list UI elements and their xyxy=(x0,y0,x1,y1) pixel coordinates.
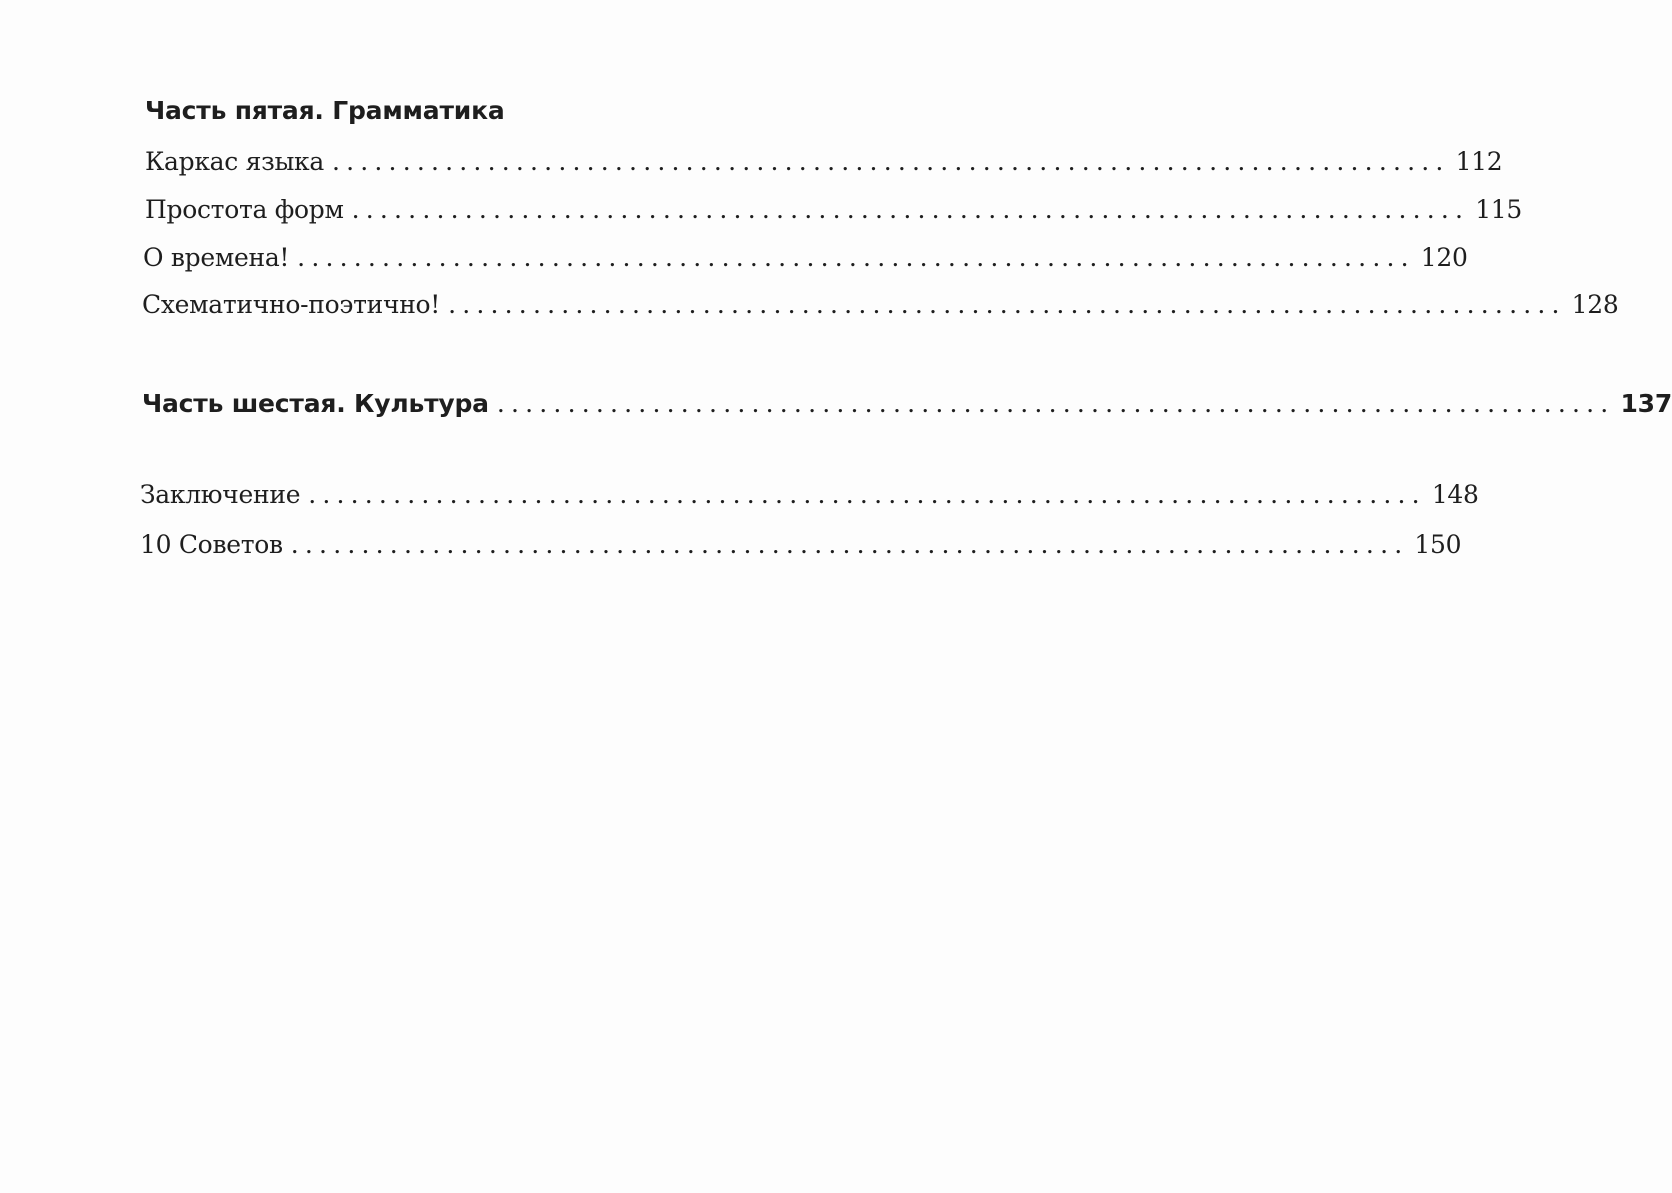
dot-leader: ............................................................................... xyxy=(496,389,1615,418)
toc-entry-page: 148 xyxy=(1431,480,1479,509)
section-heading-page: 137 xyxy=(1620,389,1672,418)
dot-leader: ............................................................................... xyxy=(297,243,1415,272)
dot-leader: ............................................................................... xyxy=(331,147,1450,176)
toc-entry xyxy=(145,147,1503,191)
toc-entry-page: 120 xyxy=(1420,243,1468,272)
toc-entry-title: Простота форм xyxy=(145,195,344,224)
toc-entry-title: О времена! xyxy=(143,243,290,272)
toc-entry-title: Каркас языка xyxy=(145,147,324,176)
toc-entry-title: 10 Советов xyxy=(140,530,283,559)
toc-entry-page: 150 xyxy=(1414,530,1462,559)
dot-leader: ............................................................................... xyxy=(290,530,1409,559)
dot-leader: ............................................................................... xyxy=(448,290,1566,319)
toc-entry-title: Схематично-поэтично! xyxy=(142,290,441,319)
toc-entry xyxy=(145,195,1523,239)
section-heading-title: Часть шестая. Культура xyxy=(142,389,489,418)
toc-entry xyxy=(142,290,1619,334)
toc-entry xyxy=(140,480,1479,524)
dot-leader: ............................................................................... xyxy=(351,195,1470,224)
toc-entry xyxy=(143,243,1468,287)
section-heading-culture xyxy=(142,389,1672,433)
toc-entry-page: 112 xyxy=(1455,147,1503,176)
toc-entry xyxy=(140,530,1462,574)
section-heading-grammar: Часть пятая. Грамматика xyxy=(145,96,505,125)
toc-entry-title: Заключение xyxy=(140,480,301,509)
toc-entry-page: 128 xyxy=(1571,290,1619,319)
toc-entry-page: 115 xyxy=(1475,195,1523,224)
dot-leader: ............................................................................... xyxy=(308,480,1426,509)
